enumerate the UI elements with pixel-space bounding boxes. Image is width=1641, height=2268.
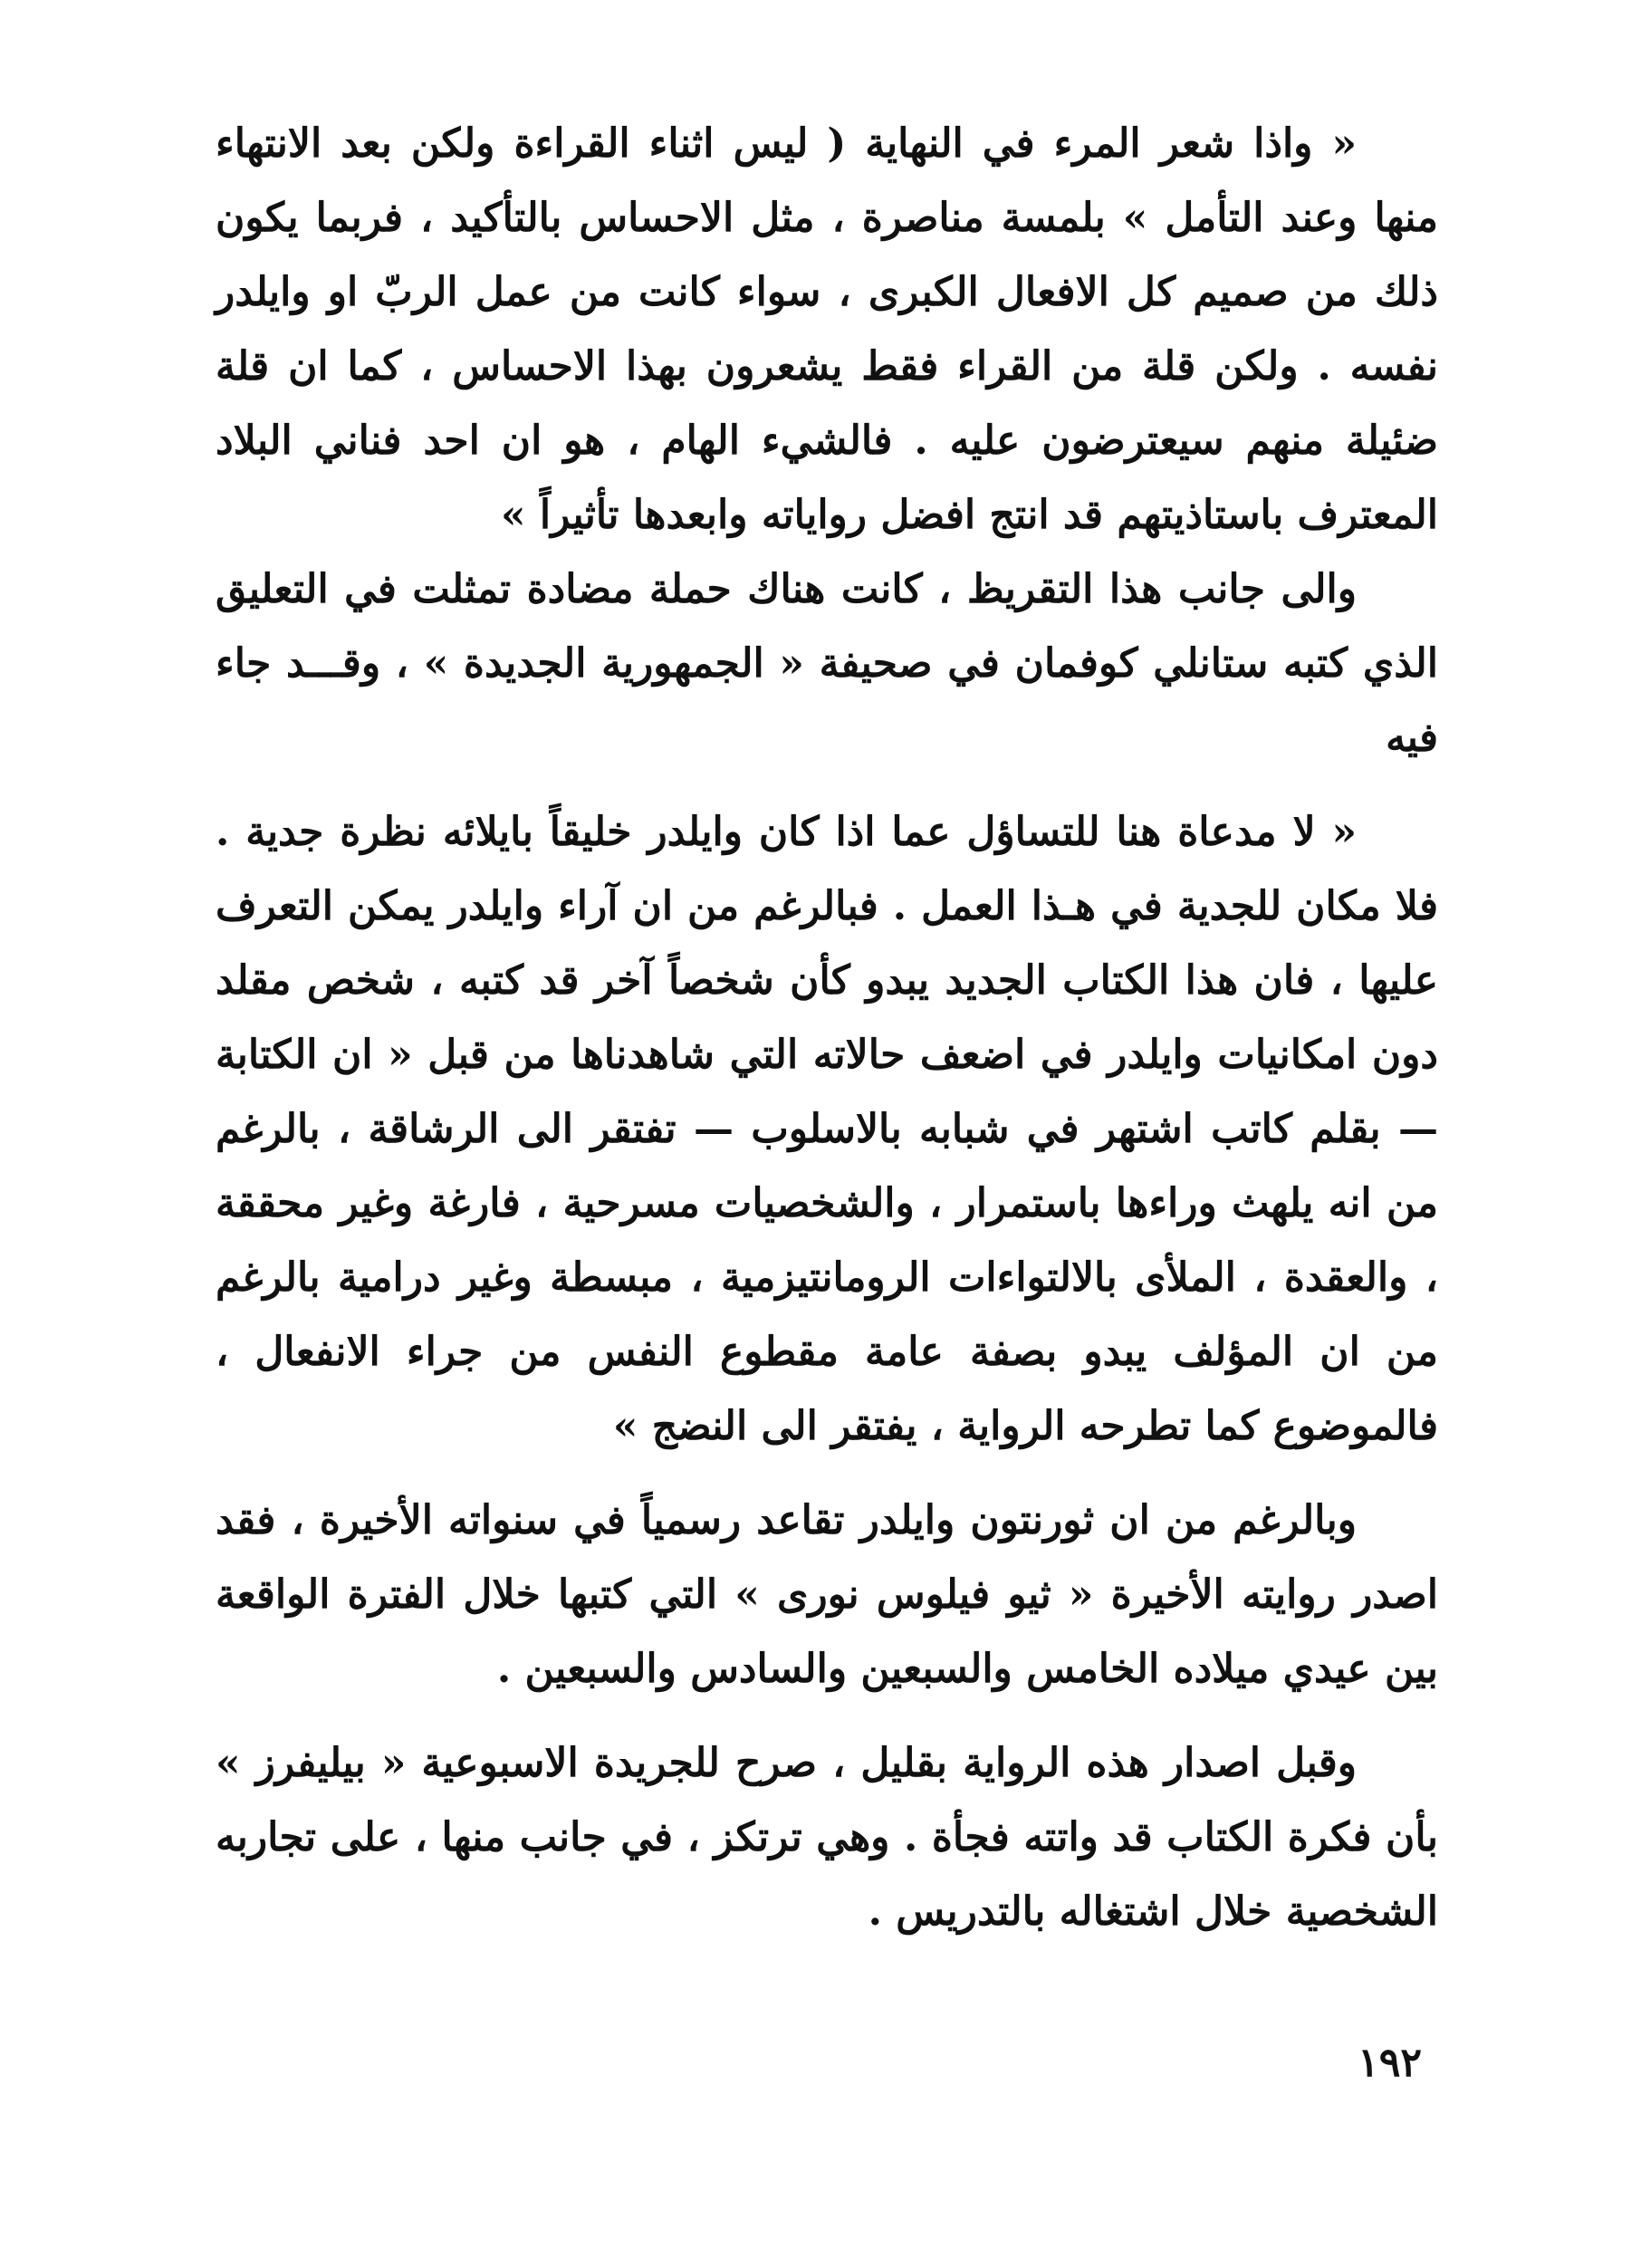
paragraph-counter-review: والى جانب هذا التقريظ ، كانت هناك حملة مضادة تمثلت في التعليق الذي كتبه ستانلي كوفمان في صحيفة « الجمهورية الجديدة » ، وقـــد جاء فيه: [216, 566, 1438, 761]
body-text: [216, 107, 1438, 1949]
paragraph-interview: وقبل اصدار هذه الرواية بقليل ، صرح للجريدة الاسبوعية « بيليفرز » بأن فكرة الكتاب قد واتته فجأة . وهي ترتكز ، في جانب منها ، على تجاربه الشخصية خلال اشتغاله بالتدريس .: [216, 1740, 1438, 1935]
paragraph-last-novel: وبالرغم من ان ثورنتون وايلدر تقاعد رسمياً في سنواته الأخيرة ، فقد اصدر روايته الأخيرة « ثيو فيلوس نورى » التي كتبها خلال الفترة الواقعة بين عيدي ميلاده الخامس والسبعين والسادس والسبعين .: [216, 1497, 1438, 1692]
paragraph-quote-1: « واذا شعر المرء في النهاية ( ليس اثناء القراءة ولكن بعد الانتهاء منها وعند التأمل » بلمسة مناصرة ، مثل الاحساس بالتأكيد ، فربما يكون ذلك من صميم كل الافعال الكبرى ، سواء كانت من عمل الربّ او وايلدر نفسه . ولكن قلة من القراء فقط يشعرون بهذا الاحساس ، كما ان قلة ضئيلة منهم سيعترضون عليه . فالشيء الهام ، هو ان احد فناني البلاد المعترف باستاذيتهم قد انتج افضل رواياته وابعدها تأثيراً »: [216, 120, 1438, 538]
page-number: ١٩٢: [1358, 2040, 1422, 2086]
paragraph-quote-2: « لا مدعاة هنا للتساؤل عما اذا كان وايلدر خليقاً بايلائه نظرة جدية . فلا مكان للجدية في هـذا العمل . فبالرغم من ان آراء وايلدر يمكن التعرف عليها ، فان هذا الكتاب الجديد يبدو كأن شخصاً آخر قد كتبه ، شخص مقلد دون امكانيات وايلدر في اضعف حالاته التي شاهدناها من قبل « ان الكتابة — بقلم كاتب اشتهر في شبابه بالاسلوب — تفتقر الى الرشاقة ، بالرغم من انه يلهث وراءها باستمرار ، والشخصيات مسرحية ، فارغة وغير محققة ، والعقدة ، الملأى بالالتواءات الرومانتيزمية ، مبسطة وغير درامية بالرغم من ان المؤلف يبدو بصفة عامة مقطوع النفس من جراء الانفعال ، فالموضوع كما تطرحه الرواية ، يفتقر الى النضج »: [216, 809, 1439, 1449]
